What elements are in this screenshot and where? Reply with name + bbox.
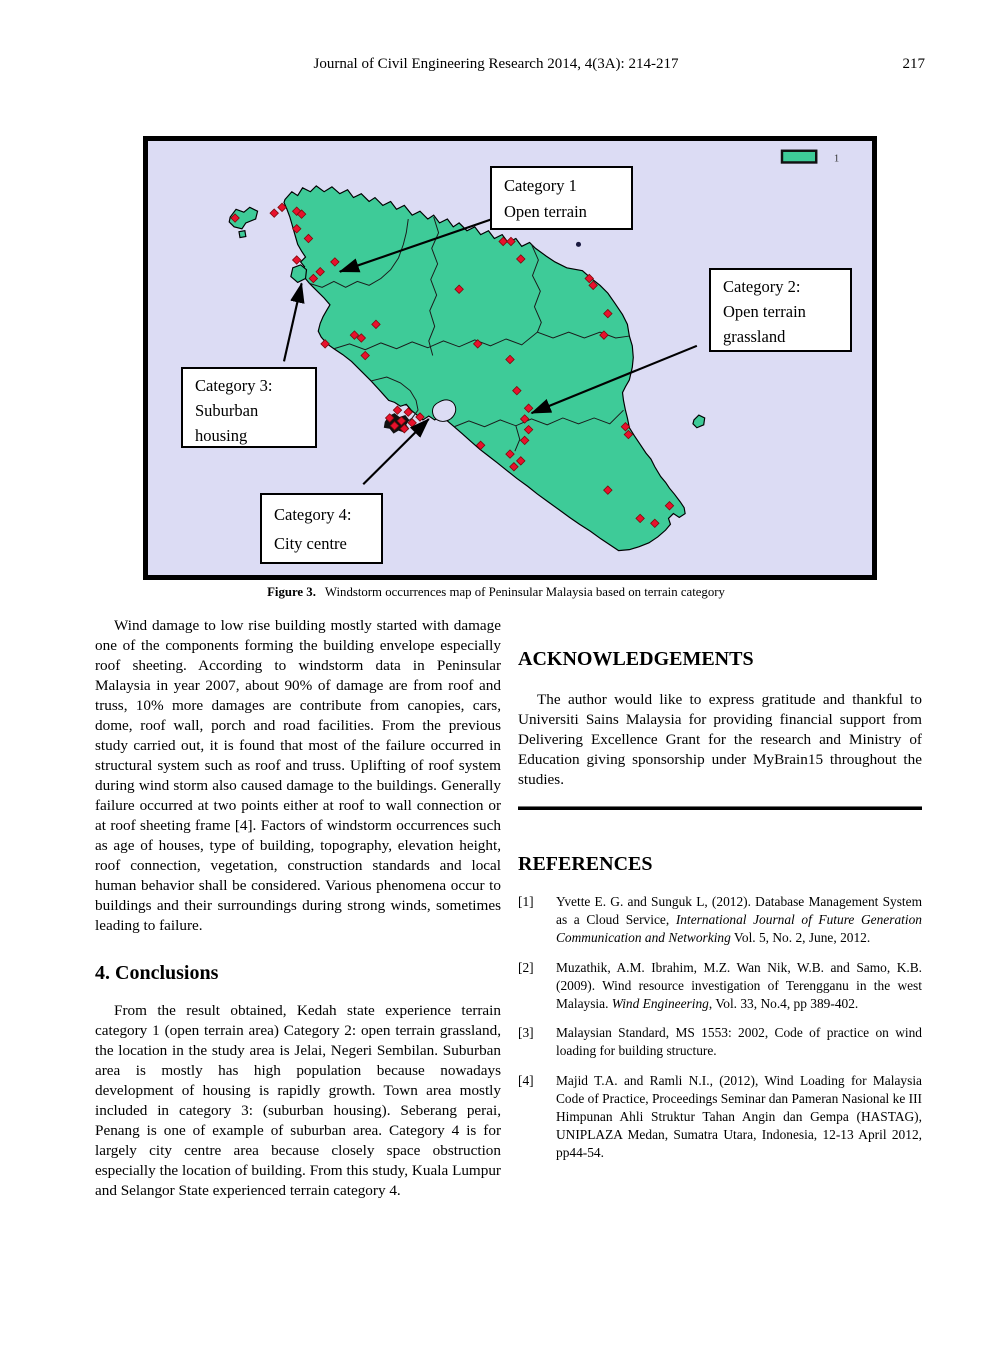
category-2-label: [709, 268, 852, 352]
reference-text-post: Vol. 5, No. 2, June, 2012.: [730, 930, 871, 946]
reference-text-pre: Malaysian Standard, MS 1553: 2002, Code of practice on wind loading for building structure.: [556, 1025, 922, 1059]
reference-text: [556, 893, 922, 948]
label-line: Category 1: [504, 176, 577, 195]
legend-swatch: [782, 151, 816, 163]
label-line: housing: [195, 426, 248, 445]
category-3-label: [181, 367, 317, 448]
label-line: City centre: [274, 534, 347, 553]
references-list: [518, 893, 922, 1174]
page-number: 217: [902, 56, 925, 72]
category-1-label: [490, 166, 633, 230]
figure-caption: [95, 585, 897, 600]
label-line: Open terrain: [504, 202, 587, 221]
label-line: Suburban: [195, 401, 259, 420]
legend-value: 1: [833, 152, 840, 165]
label-line: Category 4:: [274, 505, 352, 524]
reference-number: [3]: [518, 1025, 534, 1041]
reference-text: [556, 1072, 922, 1163]
reference-item: [518, 893, 922, 948]
label-line: Category 2:: [723, 277, 801, 296]
figure-caption-label: Figure 3.: [267, 585, 316, 599]
reference-text: [556, 959, 922, 1014]
left-column: [95, 616, 501, 1201]
reference-item: [518, 1072, 922, 1163]
reference-item: [518, 1024, 922, 1060]
reference-number: [2]: [518, 959, 534, 975]
sea-islet-dot: [576, 242, 581, 247]
intro-paragraph: Wind damage to low rise building mostly started with damage one of the components forming the building envelope especially roof sheeting. According to windstorm data in Peninsular Malaysia in year 2007, about 90% of damage are from roof and truss, 10% more damages are contribute from canopies, cars, dome, roof wall, porch and road facilities. From the previous study carried out, it is found that most of the failure occurred in structural system such as roof and truss. Uplifting of roof system during wind storm also caused damage to the buildings. Generally failure occurred at two points either at roof to wall connection or at roof sheeting frame [4]. Factors of windstorm occurrences such as age of houses, type of building, topography, elevation height, roof connection, vegetation, construction standards and local human behavior shall be considered. Various phenomena occur to buildings and their surroundings during strong winds, sometimes leading to failure.: [95, 617, 501, 934]
column-divider-rule: [518, 806, 922, 810]
reference-number: [1]: [518, 894, 534, 909]
figure-caption-text: Windstorm occurrences map of Peninsular Malaysia based on terrain category: [324, 585, 725, 599]
acknowledgements-paragraph: The author would like to express gratitude and thankful to Universiti Sains Malaysia for providing financial support from Delivering Excellence Grant for the research and Ministry of Education giving sponsorship under MyBrain15 throughout the studies.: [518, 691, 922, 788]
label-line: Open terrain: [723, 302, 806, 321]
reference-text-pre: Yvette E. G. and Sunguk L, (2012). Database Management System as a Cloud Service,: [556, 894, 922, 928]
reference-number: [4]: [518, 1072, 534, 1088]
conclusions-paragraph: From the result obtained, Kedah state experience terrain category 1 (open terrain area) Category 2: open terrain grassland, the location in the study area is Jelai, Negeri Sembilan. Suburban area is mostly has high population because nowadays development of housing is rapidly growth. Town area mostly included in category 3: (suburban housing). Seberang perai, Penang is one of example of suburban area. Category 4 is for largely city centre area because closely space obstruction especially the location of building. From this study, Kuala Lumpur and Selangor State experienced terrain category 4.: [95, 1002, 501, 1199]
journal-header: Journal of Civil Engineering Research 2014, 4(3A): 214-217: [313, 56, 679, 72]
reference-journal-name: Wind Engineering: [611, 996, 709, 1012]
figure-3: [143, 136, 877, 580]
label-line: Category 3:: [195, 376, 273, 395]
conclusions-heading: 4. Conclusions: [95, 962, 219, 984]
reference-journal-name: International Journal of Future Generation Communication and Networking: [556, 912, 922, 946]
acknowledgements-heading: ACKNOWLEDGEMENTS: [518, 648, 754, 670]
label-line: grassland: [723, 327, 786, 346]
reference-item: [518, 959, 922, 1014]
reference-text-post: , Vol. 33, No.4, pp 389-402.: [708, 996, 859, 1012]
references-heading: REFERENCES: [518, 853, 653, 875]
category-4-label: [260, 493, 383, 564]
reference-text: [556, 1024, 922, 1060]
reference-text-pre: Majid T.A. and Ramli N.I., (2012), Wind Loading for Malaysia Code of Practice, Proceedings Seminar dan Pameran Nasional ke III Himpunan Ahli Struktur Tahan Angin dan Gempa (HASTAG), UNIPLAZA Medan, Sumatra Utara, Indonesia, 12-13 April 2012, pp44-54.: [556, 1072, 922, 1161]
reference-text-pre: Muzathik, A.M. Ibrahim, M.Z. Wan Nik, W.B. and Samo, K.B. (2009). Wind resource investigation of Terengganu in the west Malaysia.: [556, 959, 922, 1012]
langkawi-islet: [239, 231, 246, 238]
